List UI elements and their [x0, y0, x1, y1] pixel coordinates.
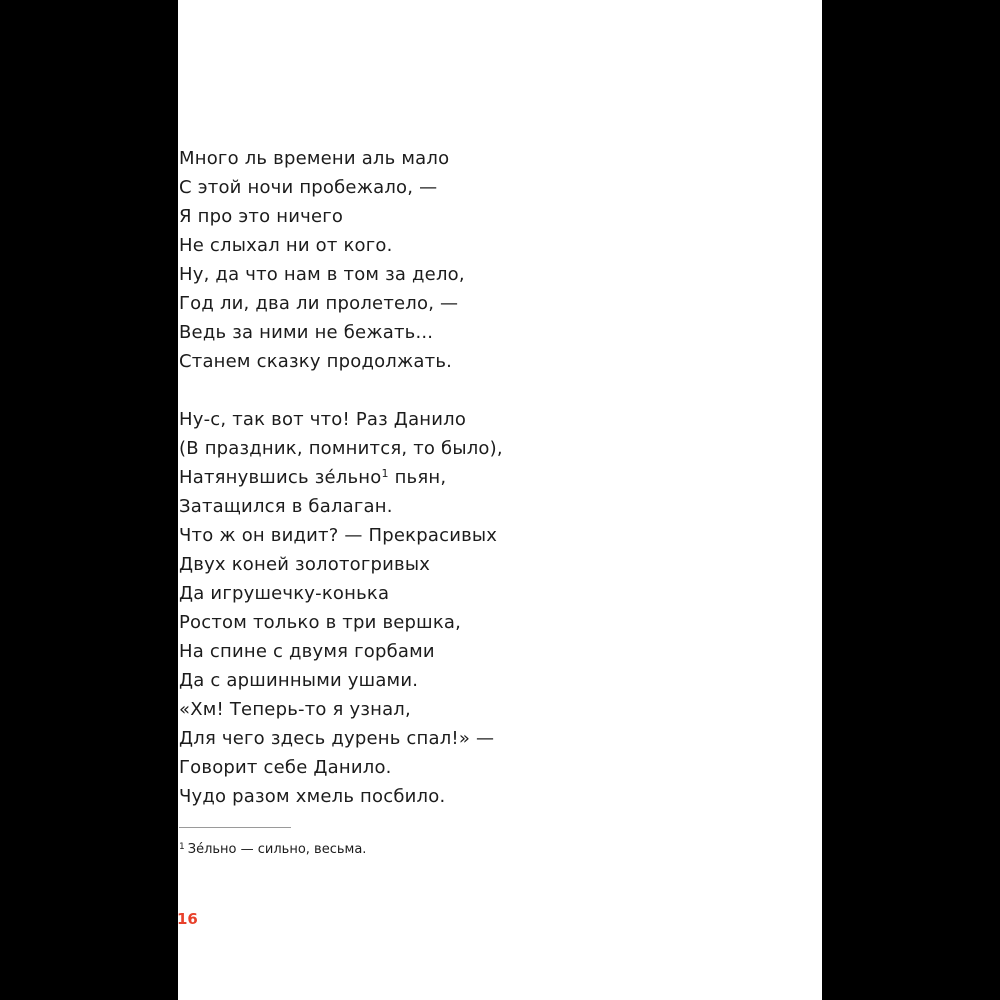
- verse-line: На спине с двумя горбами: [179, 641, 435, 662]
- verse-line: Станем сказку продолжать.: [179, 351, 453, 372]
- stanza-2: [179, 405, 503, 811]
- footnote-text: Зе́льно — сильно, весьма.: [187, 842, 367, 857]
- verse-line: Много ль времени аль мало: [179, 148, 450, 169]
- verse-line: (В праздник, помнится, то было),: [179, 438, 503, 459]
- verse-line: Ну, да что нам в том за дело,: [179, 264, 465, 285]
- verse-line: Двух коней золотогривых: [179, 554, 431, 575]
- footnote-mark: 1: [179, 842, 185, 852]
- verse-line-with-footnote: [179, 463, 503, 492]
- footnote-divider: [179, 827, 291, 828]
- verse-line: Не слыхал ни от кого.: [179, 235, 393, 256]
- poem-text: [179, 144, 503, 811]
- verse-line: Ростом только в три вершка,: [179, 612, 462, 633]
- footnote: [179, 840, 366, 860]
- verse-line: Чудо разом хмель посбило.: [179, 786, 446, 807]
- verse-line: «Хм! Теперь-то я узнал,: [179, 699, 411, 720]
- verse-line: Я про это ничего: [179, 206, 344, 227]
- footnote-reference[interactable]: 1: [381, 467, 389, 480]
- verse-line: Год ли, два ли пролетело, —: [179, 293, 459, 314]
- verse-line: Да с аршинными ушами.: [179, 670, 419, 691]
- verse-line: Для чего здесь дурень спал!» —: [179, 728, 495, 749]
- verse-line: Ведь за ними не бежать...: [179, 322, 434, 343]
- verse-line-part: пьян,: [388, 467, 447, 488]
- verse-line-part: Натянувшись зе́льно: [179, 467, 382, 488]
- stanza-gap: [179, 376, 503, 405]
- stanza-1: [179, 144, 503, 376]
- verse-line: Говорит себе Данило.: [179, 757, 392, 778]
- page-number: 16: [177, 910, 198, 928]
- verse-line: Да игрушечку-конька: [179, 583, 390, 604]
- verse-line: Что ж он видит? — Прекрасивых: [179, 525, 498, 546]
- verse-line: Затащился в балаган.: [179, 496, 393, 517]
- verse-line: С этой ночи пробежало, —: [179, 177, 438, 198]
- verse-line: Ну-с, так вот что! Раз Данило: [179, 409, 467, 430]
